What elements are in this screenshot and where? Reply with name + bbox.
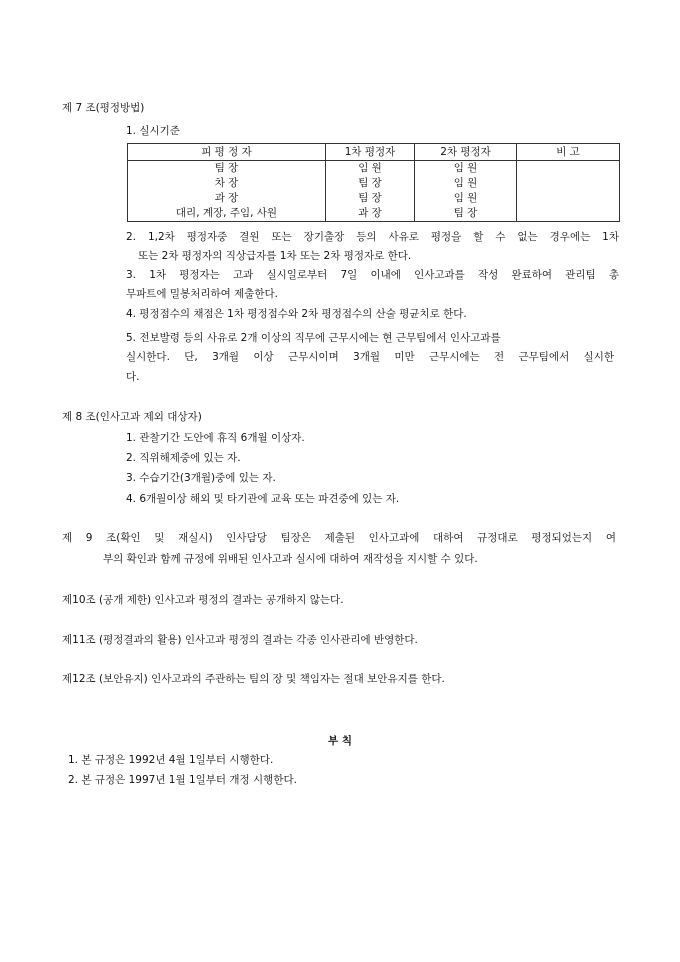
table-row — [128, 206, 620, 222]
article-10: 제10조 (공개 제한) 인사고과 평정의 결과는 공개하지 않는다. — [62, 594, 344, 606]
table-row — [128, 161, 620, 177]
article-8-item: 2. 직위해제중에 있는 자. — [126, 452, 241, 464]
table-cell: 팀 장 — [326, 191, 415, 206]
table-cell — [517, 206, 620, 222]
table-cell — [517, 176, 620, 191]
article-11: 제11조 (평정결과의 활용) 인사고과 평정의 결과는 각종 인사관리에 반영한다. — [62, 634, 418, 646]
table-cell: 대리, 계장, 주임, 사원 — [128, 206, 326, 222]
header-remarks: 비 고 — [517, 144, 620, 161]
supplementary-title: 부 칙 — [328, 735, 352, 747]
table-cell: 차 장 — [128, 176, 326, 191]
article-7-item-3-line-1: 3. 1차 평정자는 고과 실시일로부터 7일 이내에 인사고과를 작성 완료하여 관리팀 총 — [126, 269, 619, 281]
table-header-row — [128, 144, 620, 161]
article-7-item-3-line-2: 무파트에 밀봉처리하여 제출한다. — [126, 288, 279, 300]
header-first-evaluator: 1차 평정자 — [326, 144, 415, 161]
table-cell: 팀 장 — [415, 206, 517, 222]
article-7-item-4: 4. 평정점수의 채점은 1차 평정점수와 2차 평정점수의 산술 평균치로 한다. — [126, 308, 467, 320]
table-cell: 임 원 — [415, 176, 517, 191]
article-8-item: 3. 수습기간(3개월)중에 있는 자. — [126, 472, 276, 484]
supplementary-item: 2. 본 규정은 1997년 1월 1일부터 개정 시행한다. — [68, 774, 297, 786]
table-cell: 임 원 — [326, 161, 415, 177]
table-cell: 과 장 — [326, 206, 415, 222]
table-cell — [517, 161, 620, 177]
article-9-line-1: 제 9 조(확인 및 재실시) 인사담당 팀장은 제출된 인사고과에 대하여 규정대로 평정되었는지 여 — [62, 532, 616, 544]
article-7-title: 제 7 조(평정방법) — [62, 102, 145, 114]
header-second-evaluator: 2차 평정자 — [415, 144, 517, 161]
table-cell: 임 원 — [415, 191, 517, 206]
supplementary-item: 1. 본 규정은 1992년 4월 1일부터 시행한다. — [68, 754, 274, 766]
article-7-item-5-line-1: 5. 전보발령 등의 사유로 2개 이상의 직무에 근무시에는 현 근무팀에서 인사고과를 — [126, 332, 501, 344]
evaluator-table — [127, 143, 620, 222]
article-8-title: 제 8 조(인사고과 제외 대상자) — [62, 411, 202, 423]
article-7-item-5-line-3: 다. — [126, 371, 140, 383]
article-7-item-2-line-2: 또는 2차 평정자의 직상급자를 1차 또는 2차 평정자로 한다. — [138, 250, 412, 262]
table-cell: 팀 장 — [326, 176, 415, 191]
table-row — [128, 176, 620, 191]
table-cell: 과 장 — [128, 191, 326, 206]
table-cell: 팀 장 — [128, 161, 326, 177]
article-7-item-5-line-2: 실시한다. 단, 3개월 이상 근무시이며 3개월 미만 근무시에는 전 근무팀에서 실시한 — [126, 351, 614, 363]
table-row — [128, 191, 620, 206]
article-8-item: 1. 관찰기간 도안에 휴직 6개월 이상자. — [126, 432, 305, 444]
article-8-item: 4. 6개월이상 해외 및 타기관에 교육 또는 파견중에 있는 자. — [126, 493, 400, 505]
article-12: 제12조 (보안유지) 인사고과의 주관하는 팀의 장 및 책임자는 절대 보안유지를 한다. — [62, 673, 445, 685]
header-evaluatee: 피 평 정 자 — [128, 144, 326, 161]
table-cell: 임 원 — [415, 161, 517, 177]
article-9-line-2: 부의 확인과 함께 규정에 위배된 인사고과 실시에 대하여 재작성을 지시할 수 있다. — [103, 553, 478, 565]
table-cell — [517, 191, 620, 206]
article-7-item-2-line-1: 2. 1,2차 평정자중 결원 또는 장기출장 등의 사유로 평정을 할 수 없는 경우에는 1차 — [126, 231, 619, 243]
article-7-item-1: 1. 실시기준 — [126, 125, 180, 137]
